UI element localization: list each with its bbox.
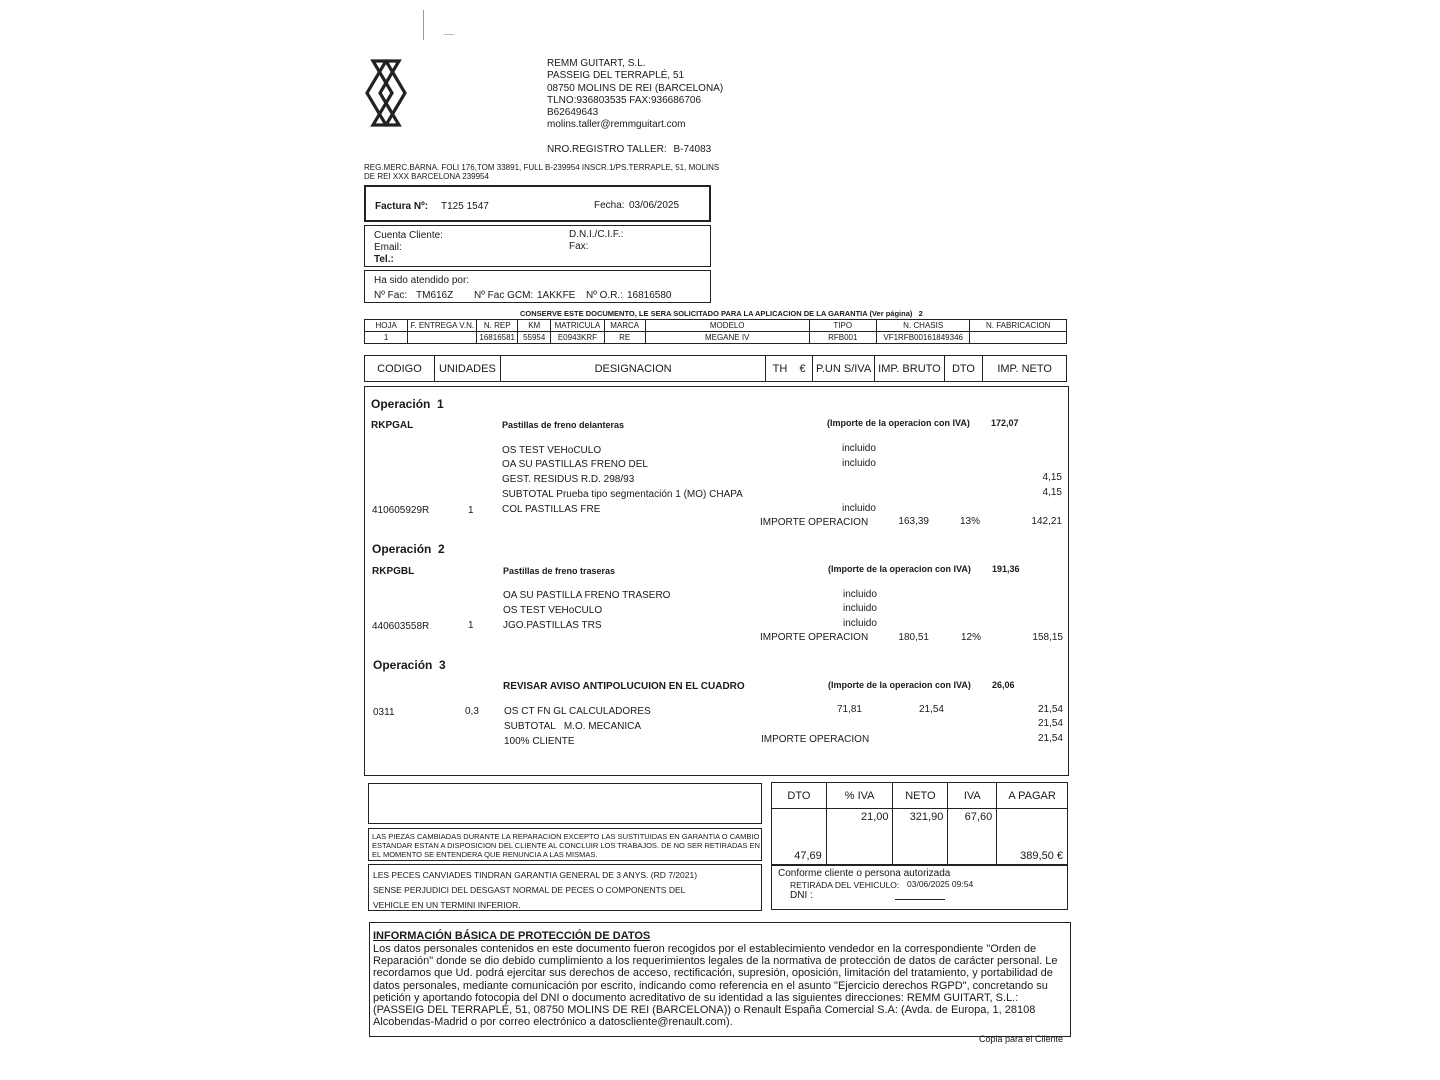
col-dto: DTO <box>944 356 983 382</box>
operation-importe-value: 26,06 <box>992 680 1015 690</box>
totals-iva-pct <box>826 809 893 865</box>
col-codigo: CODIGO <box>365 356 435 382</box>
tel-label: Tel.: <box>374 254 394 265</box>
fecha-value: 03/06/2025 <box>629 200 680 211</box>
operation-code: RKPGBL <box>372 566 415 577</box>
operation-name: Pastillas de freno traseras <box>503 566 616 576</box>
totals-neto <box>893 809 948 865</box>
nfac-label: Nº Fac: <box>374 290 408 301</box>
totals-dto <box>772 809 827 865</box>
operation-importe-value: 172,07 <box>991 418 1019 428</box>
line-units: 1 <box>468 620 474 631</box>
vehicle-header-cell: MATRICULA <box>551 320 604 332</box>
totals-header-dto: DTO <box>772 783 827 809</box>
conforme-box <box>771 865 1068 910</box>
col-currency: € <box>799 362 806 375</box>
summary-neto: 142,21 <box>1031 516 1062 527</box>
gcm-value: 1AKKFE <box>537 290 576 301</box>
line-code: 0311 <box>373 707 395 718</box>
gcm-label: Nº Fac GCM: <box>474 290 534 301</box>
col-designacion: DESIGNACION <box>500 356 766 382</box>
totals-iva <box>948 809 997 865</box>
vehicle-value-row <box>365 332 1067 344</box>
items-body <box>364 386 1069 776</box>
line-neto: 4,15 <box>1042 487 1062 498</box>
scan-mark <box>444 34 454 35</box>
notes-box <box>368 783 762 824</box>
col-unidades: UNIDADES <box>434 356 500 382</box>
privacy-body: Los datos personales contenidos en este documento fueron recogidos por el establecimiento vendedor en la correspondiente "Orden de Reparación" donde se dio debido cumplimiento a los requerimientos legales de la normativa de protección de datos de carácter personal. Le recordamos que Ud. podrá ejercitar sus derechos de acceso, rectificación, supresión, oposición, limitación del tratamiento, y portabilidad de datos personales, mediante comunicación por escrito, indicando como referencia en el asunto "Ejercicio derechos RGPD", concretando su petición y aportando fotocopia del DNI o documento acreditativo de su identidad a las siguientes direcciones: REMM GUITART, S.L.: (PASSEIG DEL TERRAPLÉ, 51, 08750 MOLINS DE REI (BARCELONA)) o Renault España Comercial S.A: (Avda. de Europa, 1, 28108 Alcobendas-Madrid o por correo electrónico a datoscliente@renault.com). <box>373 943 1058 1029</box>
operation-code: RKPGAL <box>371 420 414 431</box>
attended-box <box>364 270 711 303</box>
totals-iva-pct-value: 21,00 <box>860 811 889 823</box>
line-desc: 100% CLIENTE <box>504 736 575 747</box>
dni-label: D.N.I./C.I.F.: <box>569 229 624 240</box>
company-name: REMM GUITART, S.L. <box>547 58 646 69</box>
legal-text: LAS PIEZAS CAMBIADAS DURANTE LA REPARACION EXCEPTO LAS SUSTITUIDAS EN GARANTIA O CAMBIO ESTANDAR ESTAN A DISPOSICION DEL CLIENTE AL CONCLUIR LOS TRABAJOS. DE NO SER RETIRADAS EN EL MOMENTO SE ENTENDERA QUE RENUNCIA A LAS MISMAS. <box>372 832 760 859</box>
reg-merc-line1: REG.MERC.BARNA. FOLI 176,TOM 33891, FULL B-239954 INSCR.1/PS.TERRAPLE, 51, MOLINS <box>364 163 720 172</box>
warranty-text <box>373 868 697 913</box>
vehicle-value-cell: E0943KRF <box>551 332 604 344</box>
totals-a-pagar-value: 389,50 € <box>1020 850 1063 862</box>
vehicle-value-cell: 16816581 <box>477 332 518 344</box>
line-desc: OA SU PASTILLAS FRENO DEL <box>502 459 648 470</box>
vehicle-header-cell: KM <box>518 320 551 332</box>
col-th <box>766 356 813 382</box>
line-desc: JGO.PASTILLAS TRS <box>503 620 602 631</box>
reg-merc <box>364 163 719 181</box>
vehicle-header-cell: MODELO <box>645 320 809 332</box>
invoice-box <box>364 185 711 222</box>
vehicle-header-cell: F. ENTREGA V.N. <box>408 320 477 332</box>
totals-header-iva-pct: % IVA <box>826 783 893 809</box>
line-bruto: 21,54 <box>918 704 944 715</box>
vehicle-header-cell: HOJA <box>365 320 408 332</box>
privacy-title: INFORMACIÓN BÁSICA DE PROTECCIÓN DE DATOS <box>373 930 651 942</box>
line-pun: 71,81 <box>836 704 862 715</box>
operation-title: Operación 1 <box>371 397 444 411</box>
summary-label: IMPORTE OPERACION <box>760 632 869 643</box>
vehicle-header-cell: N. REP <box>477 320 518 332</box>
totals-table <box>771 782 1068 865</box>
or-value: 16816580 <box>627 290 672 301</box>
col-th-label: TH <box>772 362 788 375</box>
operation-importe-label: (Importe de la operacion con IVA) <box>828 680 971 690</box>
company-city: 08750 MOLINS DE REI (BARCELONA) <box>547 82 724 94</box>
warranty-line: VEHICLE EN UN TERMINI INFERIOR. <box>373 900 521 910</box>
conforme-label: Conforme cliente o persona autorizada <box>778 868 951 879</box>
line-desc: SUBTOTAL M.O. MECANICA <box>504 721 642 732</box>
line-incluido: incluido <box>842 458 876 469</box>
operation-name: REVISAR AVISO ANTIPOLUCUION EN EL CUADRO <box>503 681 745 692</box>
vehicle-header-cell: TIPO <box>809 320 876 332</box>
company-info <box>547 58 723 132</box>
summary-bruto: 163,39 <box>898 516 929 527</box>
vehicle-value-cell: RFB001 <box>809 332 876 344</box>
retirada-value: 03/06/2025 09:54 <box>907 879 974 889</box>
line-units: 0,3 <box>465 706 479 717</box>
factura-label: Factura Nº: <box>375 201 429 212</box>
vehicle-value-cell: MEGANE IV <box>645 332 809 344</box>
line-desc: COL PASTILLAS FRE <box>502 504 601 515</box>
line-incluido: incluido <box>842 443 876 454</box>
line-desc: OA SU PASTILLA FRENO TRASERO <box>503 590 671 601</box>
registro-label: NRO.REGISTRO TALLER: <box>547 144 667 155</box>
totals-a-pagar <box>997 809 1068 865</box>
vehicle-value-cell <box>970 332 1067 344</box>
summary-dto: 13% <box>960 516 981 527</box>
operation-importe-label: (Importe de la operacion con IVA) <box>828 564 971 574</box>
fax-label: Fax: <box>569 241 589 252</box>
totals-iva-value: 67,60 <box>964 811 993 823</box>
company-street: PASSEIG DEL TERRAPLÉ, 51 <box>547 70 685 82</box>
fecha-label: Fecha: <box>594 200 625 211</box>
line-desc: OS CT FN GL CALCULADORES <box>504 706 651 717</box>
col-bruto: IMP. BRUTO <box>875 356 945 382</box>
vehicle-header-row <box>365 320 1067 332</box>
line-desc: OS TEST VEHoCULO <box>503 605 603 616</box>
line-units: 1 <box>468 505 474 516</box>
scan-mark <box>423 10 424 40</box>
email-label: Email: <box>374 242 402 253</box>
vehicle-value-cell <box>408 332 477 344</box>
company-email: molins.taller@remmguitart.com <box>547 119 686 131</box>
factura-value: T125 1547 <box>441 201 489 212</box>
summary-bruto: 180,51 <box>898 632 929 643</box>
totals-header-neto: NETO <box>893 783 948 809</box>
warranty-line: LES PECES CANVIADES TINDRAN GARANTIA GENERAL DE 3 ANYS. (RD 7/2021) <box>373 870 698 880</box>
totals-header-iva: IVA <box>948 783 997 809</box>
line-desc: GEST. RESIDUS R.D. 298/93 <box>502 474 635 485</box>
renault-logo <box>360 58 412 128</box>
summary-dto: 12% <box>961 632 982 643</box>
operation-importe-label: (Importe de la operacion con IVA) <box>827 418 970 428</box>
line-incluido: incluido <box>843 589 877 600</box>
totals-header-a-pagar: A PAGAR <box>997 783 1068 809</box>
attended-label: Ha sido atendido por: <box>374 275 470 286</box>
operation-title: Operación 3 <box>373 658 446 672</box>
vehicle-header-cell: N. FABRICACION <box>970 320 1067 332</box>
dni-sign-label: DNI : <box>790 890 813 901</box>
totals-neto-value: 321,90 <box>909 811 944 823</box>
vehicle-value-cell: 55954 <box>518 332 551 344</box>
reg-merc-line2: DE REI XXX BARCELONA 239954 <box>364 172 489 181</box>
line-neto: 21,54 <box>1037 704 1063 715</box>
line-neto: 21,54 <box>1037 718 1063 729</box>
operation-importe-value: 191,36 <box>992 564 1020 574</box>
registro-taller <box>547 144 711 155</box>
warranty-line: SENSE PERJUDICI DEL DESGAST NORMAL DE PECES O COMPONENTS DEL <box>373 885 686 895</box>
line-desc: SUBTOTAL Prueba tipo segmentación 1 (MO) CHAPA <box>502 489 743 500</box>
signature-line <box>895 899 945 900</box>
vehicle-table <box>364 319 1067 344</box>
line-incluido: incluido <box>842 503 876 514</box>
cuenta-label: Cuenta Cliente: <box>374 230 443 241</box>
summary-label: IMPORTE OPERACION <box>761 734 870 745</box>
vehicle-value-cell: 1 <box>365 332 408 344</box>
guarantee-notice: CONSERVE ESTE DOCUMENTO, LE SERA SOLICITADO PARA LA APLICACION DE LA GARANTIA (Ver página) 2 <box>520 309 923 318</box>
company-phone: TLNO:936803535 FAX:936686706 <box>547 94 702 106</box>
nfac-value: TM616Z <box>416 290 454 301</box>
copy-label: Copia para el Cliente <box>979 1034 1064 1044</box>
col-neto: IMP. NETO <box>983 356 1067 382</box>
client-box <box>364 225 711 267</box>
or-label: Nº O.R.: <box>586 290 623 301</box>
retirada-label: RETIRADA DEL VEHICULO: <box>790 880 900 890</box>
vehicle-value-cell: RE <box>604 332 645 344</box>
company-cif: B62649643 <box>547 107 599 119</box>
line-incluido: incluido <box>843 618 877 629</box>
line-code: 440603558R <box>372 621 430 632</box>
operation-title: Operación 2 <box>372 542 445 556</box>
line-desc: OS TEST VEHoCULO <box>502 445 602 456</box>
registro-value: B-74083 <box>673 144 712 155</box>
operation-name: Pastillas de freno delanteras <box>502 420 625 430</box>
vehicle-header-cell: N. CHASIS <box>876 320 969 332</box>
col-pun: P.UN S/IVA <box>812 356 874 382</box>
line-code: 410605929R <box>372 505 430 516</box>
line-neto: 4,15 <box>1042 472 1062 483</box>
vehicle-header-cell: MARCA <box>604 320 645 332</box>
items-header <box>364 355 1067 382</box>
summary-label: IMPORTE OPERACION <box>760 517 869 528</box>
line-incluido: incluido <box>843 603 877 614</box>
line-neto: 21,54 <box>1037 733 1063 744</box>
summary-neto: 158,15 <box>1032 632 1063 643</box>
vehicle-value-cell: VF1RFB00161849346 <box>876 332 969 344</box>
totals-dto-value: 47,69 <box>794 850 822 862</box>
